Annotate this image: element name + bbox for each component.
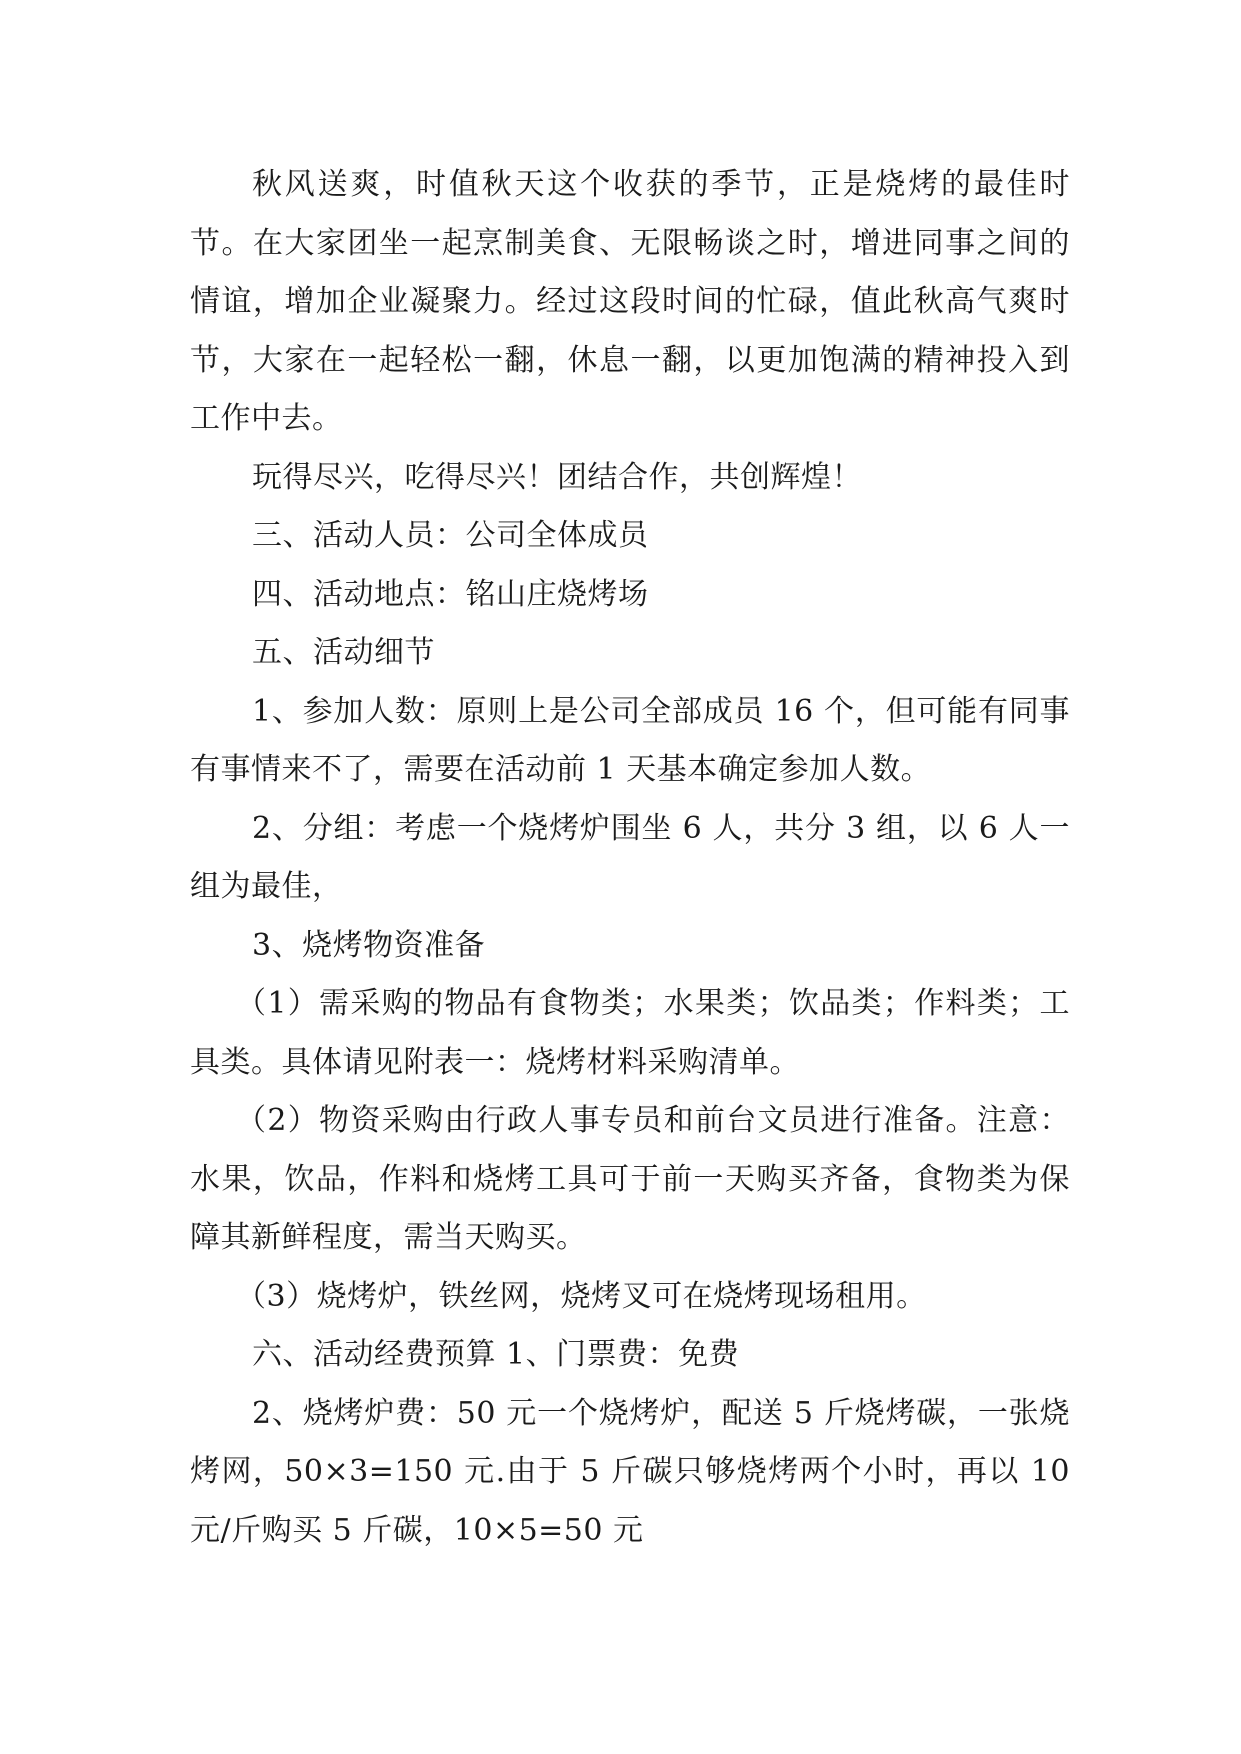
section-participants: 三、活动人员：公司全体成员 [252,518,649,553]
section-budget-heading: 六、活动经费预算 1、门票费：免费 [252,1337,740,1372]
item-grouping: 2、分组：考虑一个烧烤炉围坐 6 人，共分 3 组，以 6 人一组为最佳， [190,810,1070,904]
subitem-supplies-2: （2）物资采购由行政人事专员和前台文员进行准备。注意：水果，饮品，作料和烧烤工具可于前一天购买齐备，食物类为保障其新鲜程度，需当天购买。 [190,1103,1070,1255]
item-grill-fee: 2、烧烤炉费：50 元一个烧烤炉，配送 5 斤烧烤碳，一张烧烤网，50×3=150 元.由于 5 斤碳只够烧烤两个小时，再以 10 元/斤购买 5 斤碳，10×5=50 元 [190,1395,1070,1548]
paragraph-intro: 秋风送爽，时值秋天这个收获的季节，正是烧烤的最佳时节。在大家团坐一起烹制美食、无限畅谈之时，增进同事之间的情谊，增加企业凝聚力。经过这段时间的忙碌，值此秋高气爽时节，大家在一起轻松一翻，休息一翻，以更加饱满的精神投入到工作中去。 [190,167,1070,436]
item-supplies-heading: 3、烧烤物资准备 [252,927,486,963]
document-body [190,156,1070,1560]
item-headcount: 1、参加人数：原则上是公司全部成员 16 个，但可能有同事有事情来不了，需要在活动前 1 天基本确定参加人数。 [190,693,1070,787]
subitem-supplies-3: （3）烧烤炉，铁丝网，烧烤叉可在烧烤现场租用。 [236,1278,927,1314]
subitem-supplies-1: （1）需采购的物品有食物类；水果类；饮品类；作料类；工具类。具体请见附表一：烧烤材料采购清单。 [190,986,1070,1080]
section-location: 四、活动地点：铭山庄烧烤场 [252,576,649,612]
section-details-heading: 五、活动细节 [252,635,435,670]
paragraph-slogan: 玩得尽兴，吃得尽兴！团结合作，共创辉煌！ [252,459,862,495]
